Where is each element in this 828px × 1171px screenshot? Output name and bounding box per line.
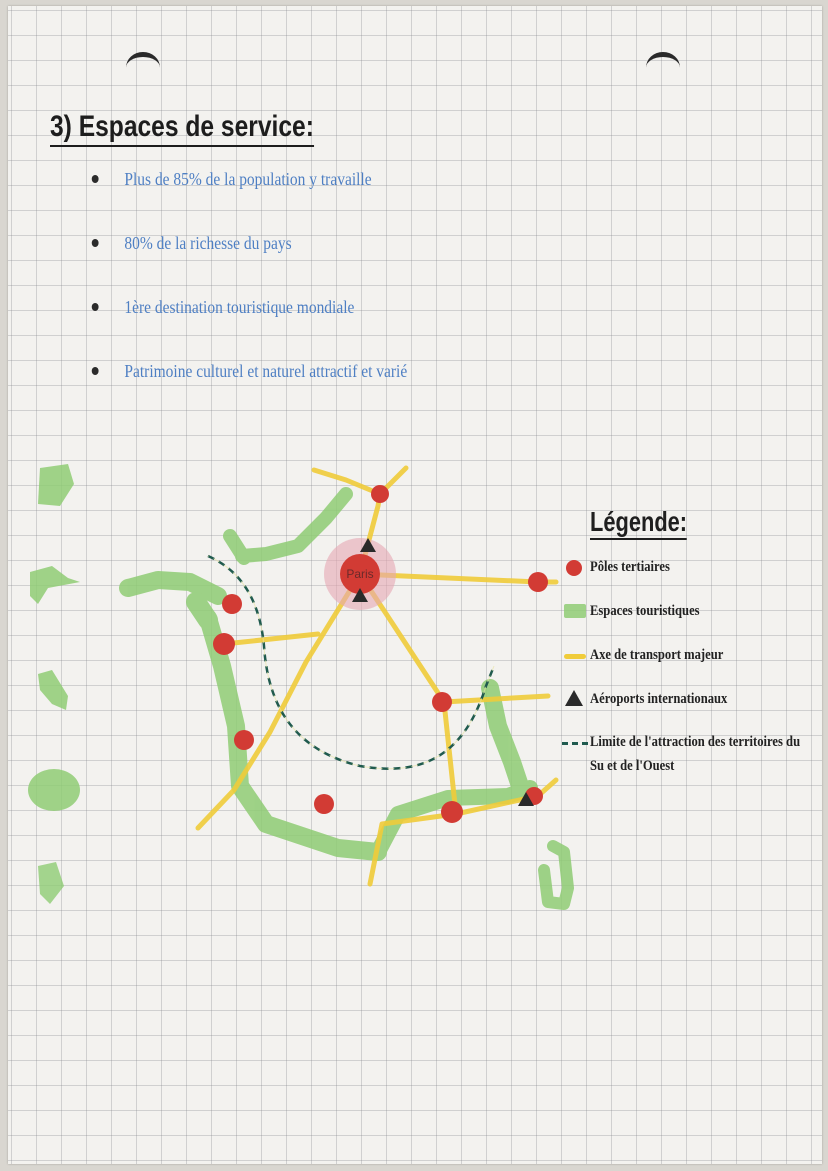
tertiary-poles [213,485,548,823]
legend-label: Espaces touristiques [590,603,700,619]
tertiary-pole [314,794,334,814]
legend-title: Légende: [590,506,687,540]
overseas-territory [38,670,68,710]
overseas-territory [38,862,64,904]
dashed-line-icon [562,742,588,745]
tertiary-pole [222,594,242,614]
bullet-text: 1ère destination touristique mondiale [124,297,355,317]
tertiary-pole [371,485,389,503]
tertiary-pole [234,730,254,750]
tourism-area-icon [564,604,586,618]
notebook-page [8,6,822,1164]
legend-label: Limite de l'attraction des territoires du Su et de l'Ouest [590,734,801,774]
tertiary-pole [213,633,235,655]
tertiary-pole [528,572,548,592]
bullet-text: Plus de 85% de la population y travaille [124,169,372,189]
legend-label: Axe de transport majeur [590,647,724,663]
tertiary-pole [432,692,452,712]
legend-label: Pôles tertiaires [590,559,670,575]
airport-icon [565,690,583,706]
bullet-text: Patrimoine culturel et naturel attractif et varié [124,361,408,381]
overseas-territory [30,566,80,604]
paris-label: Paris [346,567,374,581]
transport-axis-icon [564,654,586,659]
transport-axes [198,468,556,884]
overseas-territory [38,464,74,506]
section-heading: 3) Espaces de service: [50,110,314,147]
tertiary-pole [441,801,463,823]
overseas-territory [28,769,80,811]
legend-label: Aéroports internationaux [590,691,728,707]
france-sketch-map [8,6,822,1164]
pole-icon [566,560,582,576]
bullet-text: 80% de la richesse du pays [124,233,292,253]
